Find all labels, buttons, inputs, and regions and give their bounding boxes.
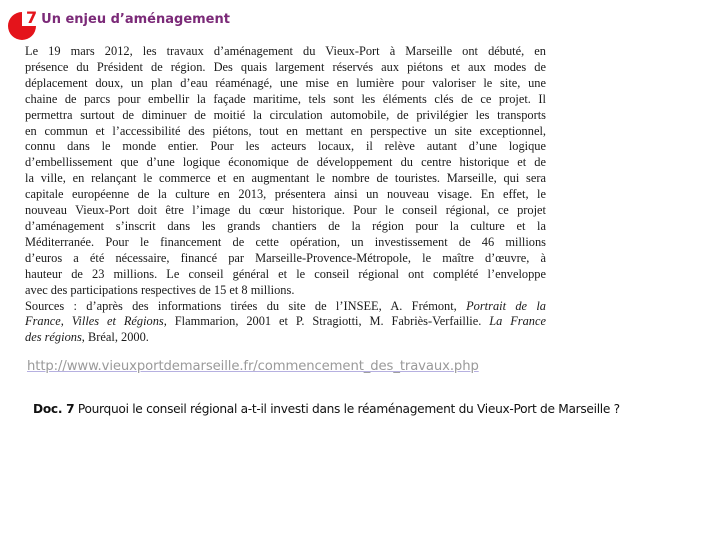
text-line: d’euros a été nécessaire, financé par Marseille-Provence-Métropole, le maître d’œuvre, à (25, 250, 546, 265)
source-text: , Bréal, 2000. (81, 330, 149, 345)
text-line: hauteur de 23 millions. Le conseil général et le conseil régional ont complété l’enveloppe (25, 266, 546, 281)
document-title-text: Un enjeu d’aménagement (41, 12, 230, 27)
text-line: d’embellissement que d’une logique économique de développement du centre historique et de (25, 155, 546, 170)
question (33, 399, 633, 419)
text-line: capitale européenne de la culture en 2013, présentera ainsi un nouveau visage. En effet, le (25, 187, 546, 202)
text-line: la ville, en relançant le commerce et en augmentant le nombre de touristes. Marseille, qui sera (25, 171, 546, 186)
source-title: Portrait de la (466, 298, 546, 313)
source-title: France, Villes et Régions, (25, 314, 167, 329)
source-text: Flammarion, 2001 et P. Stragiotti, M. Fabriès-Verfaillie. (166, 314, 490, 329)
question-text: Pourquoi le conseil régional a-t-il investi dans le réaménagement du Vieux-Port de Marseille ? (74, 402, 620, 416)
source-link[interactable]: http://www.vieuxportdemarseille.fr/commencement_des_travaux.php (27, 359, 479, 374)
source-line (25, 299, 546, 315)
text-line: connu dans le monde entier. Pour les acteurs locaux, il relève autant d’une logique (25, 139, 546, 154)
text-line: permettra surtout de diminuer de moitié la circulation automobile, de privilégier les transports (25, 107, 546, 122)
text-line: avec des participations respectives de 15 et 8 millions. (25, 282, 295, 297)
text-line: d’aménagement s’inscrit dans les grands chantiers de la région pour la culture et la (25, 218, 546, 233)
source-line (25, 314, 546, 330)
source-text: Sources : d’après des informations tirées du site de l’INSEE, A. Frémont, (25, 298, 467, 313)
document-title (26, 8, 230, 27)
text-line: présence du Président de région. Des quais largement réservés aux piétons et aux modes de (25, 59, 546, 74)
text-line: Méditerranée. Pour le financement de cette opération, un investissement de 46 millions (25, 234, 546, 249)
document-number: 7 (26, 8, 38, 27)
text-line: nouveau Vieux-Port doit être l’image du cœur historique. Pour le conseil régional, ce projet (25, 203, 546, 218)
source-line (25, 330, 546, 346)
document-text (25, 44, 546, 346)
text-line: en commun et l’accessibilité des piétons, tout en mettant en perspective un site exceptionnel, (25, 123, 546, 138)
source-title: des régions (25, 330, 82, 345)
text-line: déplacement doux, un plan d’eau réaménagé, une mise en lumière pour valoriser le site, une (25, 75, 546, 90)
question-label: Doc. 7 (33, 402, 75, 416)
text-line: chaine de parcs pour embellir la façade maritime, tels sont les éléments clés de ce projet. Il (25, 91, 546, 106)
text-line: Le 19 mars 2012, les travaux d’aménagement du Vieux-Port à Marseille ont débuté, en (25, 44, 546, 58)
source-title: La France (489, 314, 547, 329)
